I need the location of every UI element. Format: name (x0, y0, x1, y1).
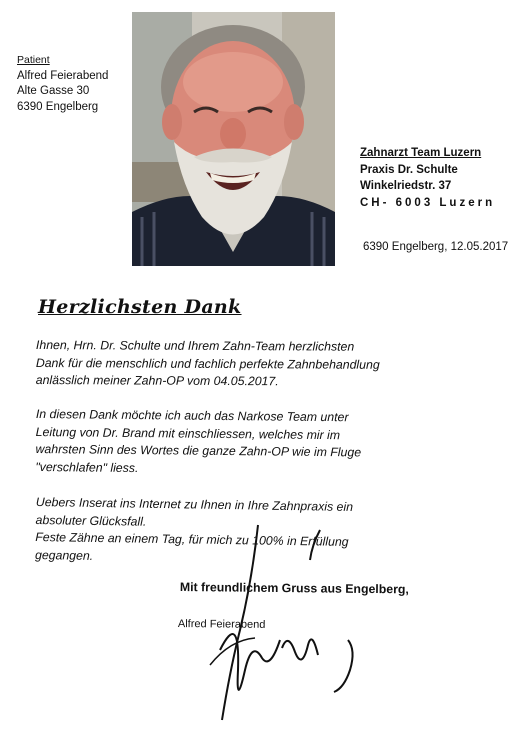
text-line: gegangen. (34, 547, 94, 563)
text-line: wahrsten Sinn des Wortes die ganze Zahn-OP wie im Fluge (35, 441, 362, 460)
text-line: Feste Zähne an einem Tag, für mich zu 100% in Erfüllung (35, 529, 349, 549)
text-line: Ihnen, Hrn. Dr. Schulte und Ihrem Zahn-Team herzlichsten (35, 338, 355, 354)
recipient-city: CH- 6003 Luzern (360, 196, 496, 209)
text-line: In diesen Dank möchte ich auch das Narkose Team unter (35, 406, 349, 425)
paragraph-thanks (36, 337, 436, 392)
text-line: Leitung von Dr. Brand mit einschliessen, welches mir im (35, 424, 341, 442)
text-line: absoluter Glücksfall. (35, 512, 147, 529)
recipient-address (360, 145, 495, 211)
sender-label: Patient (17, 54, 50, 66)
sender-street: Alte Gasse 30 (17, 85, 90, 97)
recipient-street: Winkelriedstr. 37 (360, 180, 452, 192)
patient-photo (132, 12, 335, 266)
text-line: Uebers Inserat ins Internet zu Ihnen in Ihre Zahnpraxis ein (35, 494, 354, 514)
letter-heading: Herzlichsten Dank (38, 296, 242, 318)
signer-name: Alfred Feierabend (177, 618, 266, 631)
sender-city: 6390 Engelberg (17, 100, 99, 113)
sender-address (17, 53, 108, 115)
place-date: 6390 Engelberg, 12.05.2017 (363, 241, 509, 253)
recipient-firm: Zahnarzt Team Luzern (360, 147, 482, 159)
recipient-practice: Praxis Dr. Schulte (360, 163, 458, 176)
text-line: anlässlich meiner Zahn-OP vom 04.05.2017. (35, 372, 279, 389)
paragraph-anesthesia (35, 406, 436, 480)
closing-line: Mit freundlichem Gruss aus Engelberg, (179, 580, 409, 597)
text-line: Dank für die menschlich und fachlich perfekte Zahnbehandlung (35, 355, 380, 372)
paragraph-internet (35, 494, 436, 570)
sender-name: Alfred Feierabend (17, 69, 109, 82)
text-line: "verschlafen" liess. (35, 459, 139, 475)
